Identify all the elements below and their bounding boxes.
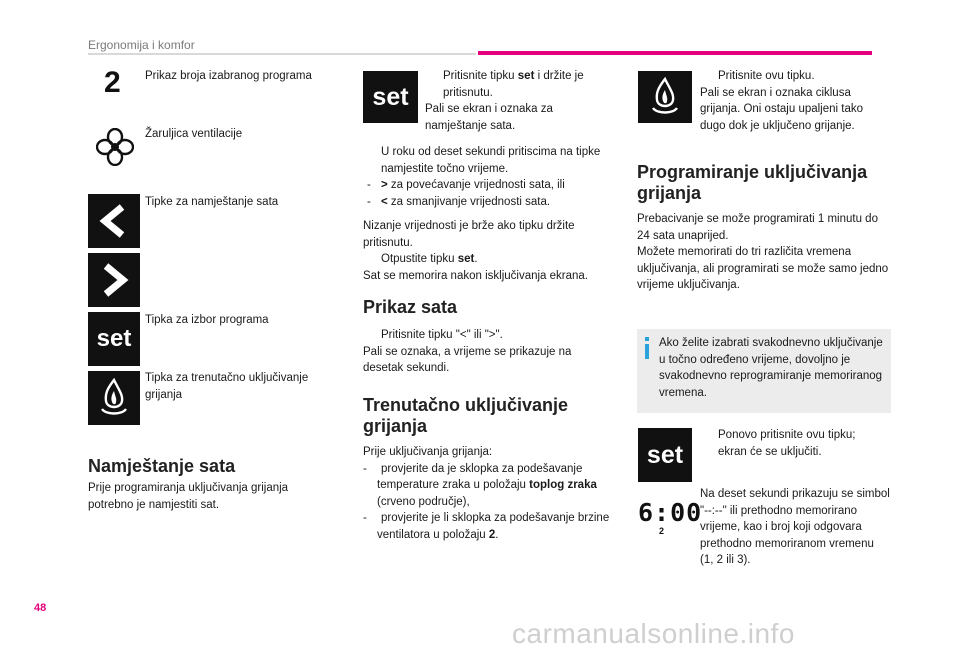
fan-icon (96, 128, 134, 166)
flame-icon (88, 371, 140, 425)
heading-instant-heat: Trenutačno uključivanje grijanja (363, 395, 569, 436)
para-display-stored: Na deset sekundi prikazuju se simbol "--:--" ili prethodno memorirano vrijeme, kao i broj koji odgovara prethodno memoriranom vremenu (1, 2 ili 3). (700, 488, 890, 566)
para-display-time: Pritisnite tipku "<" ili ">". Pali se oznaka, a vrijeme se prikazuje na desetak sekundi. (363, 329, 572, 374)
clock-program-number: 2 (659, 526, 665, 536)
step-press-heat: Pritisnite ovu tipku. Pali se ekran i oznaka ciklusa grijanja. Oni ostaju upaljeni tako dugo dok je uključeno grijanje. (700, 70, 864, 132)
legend-fan-light: Žaruljica ventilacije (145, 128, 243, 140)
set-label: set (372, 83, 409, 111)
chevron-left-icon (88, 194, 140, 248)
watermark: carmanualsonline.info (512, 618, 795, 649)
heading-display-time: Prikaz sata (363, 297, 458, 317)
step-press-set-again: Ponovo pritisnite ovu tipku; ekran će se uključiti. (718, 429, 856, 458)
key-set (88, 312, 140, 366)
key-set-col2 (363, 71, 418, 123)
key-increase (88, 253, 140, 307)
program-number-icon: 2 (104, 66, 121, 99)
header-accent (478, 51, 872, 55)
page-number: 48 (34, 602, 47, 614)
set-label: set (96, 325, 132, 352)
legend-program-number: Prikaz broja izabranog programa (145, 70, 312, 82)
step-hold-set: Pritisnite tipku set i držite je pritisnutu. Pali se ekran i oznaka za namještanje sata. (425, 70, 584, 132)
para-instant-heat: Prije uključivanja grijanja: - provjerite da je sklopka za podešavanje temperature zraka u položaju toplog zraka (crveno područje), - provjerite je li sklopka za podešavanje brzine ventilatora u položaju 2. (363, 446, 610, 541)
legend-program-key: Tipka za izbor programa (145, 314, 269, 326)
chevron-right-icon (88, 253, 140, 307)
key-decrease (88, 194, 140, 248)
set-label: set (646, 441, 684, 469)
key-set-col3 (638, 428, 692, 482)
para-set-clock: Prije programiranja uključivanja grijanja potrebno je namjestiti sat. (88, 482, 289, 511)
step-adjust: U roku od deset sekundi pritiscima na tipke namjestite točno vrijeme. - > za povećavanje vrijednosti sata, ili - < za smanjivanje vrijednosti sata. Nizanje vrijednosti je brže ako tipku držite pritisnutu. Otpustite tipku set. Sat se memorira nakon isključivanja ekrana. (363, 146, 601, 282)
legend-clock-keys: Tipke za namještanje sata (145, 196, 279, 208)
key-heating-col3 (638, 71, 692, 123)
clock-display (638, 498, 703, 539)
legend-instant-heat: Tipka za trenutačno uključivanje grijanja (145, 372, 309, 401)
para-program-heat: Prebacivanje se može programirati 1 minutu do 24 sata unaprijed. Možete memorirati do tri različita vremena uključivanja, ali programirati se može samo jedno vrijeme uključivanja. (637, 213, 889, 291)
key-heating (88, 371, 140, 425)
header-rule (88, 53, 476, 55)
clock-digits: 6:00 (638, 498, 703, 527)
heading-set-clock: Namještanje sata (88, 456, 236, 476)
info-text: Ako želite izabrati svakodnevno uključivanje u točno određeno vrijeme, dovoljno je svakodnevno reprogramiranje memoriranog vremena. (659, 337, 883, 399)
info-icon-dot (645, 337, 649, 341)
section-title: Ergonomija i komfor (88, 38, 195, 52)
flame-icon (638, 71, 692, 123)
heading-program-heat: Programiranje uključivanja grijanja (637, 162, 868, 203)
info-icon (645, 344, 649, 359)
